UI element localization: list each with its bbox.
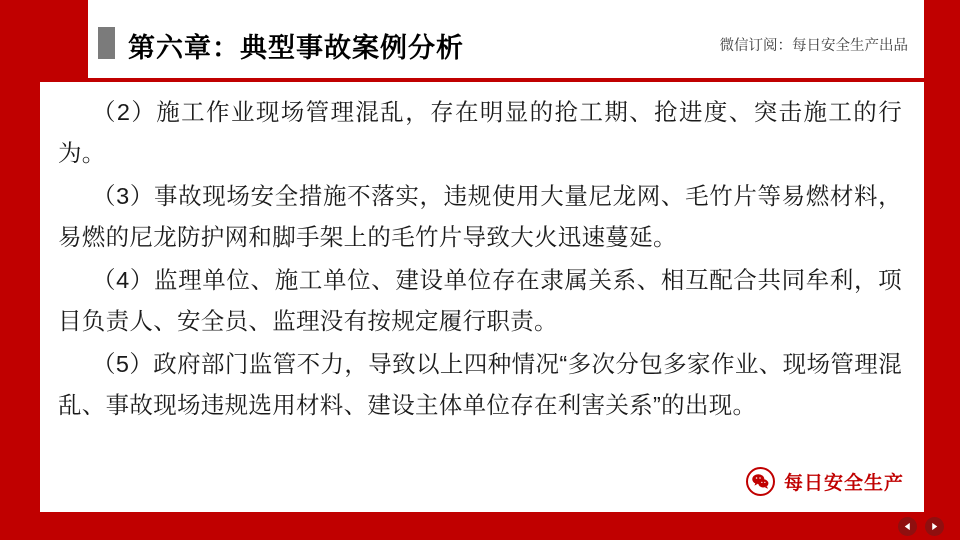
prev-arrow-icon[interactable] (898, 517, 917, 536)
next-arrow-icon[interactable] (925, 517, 944, 536)
rectangle-marker-icon (98, 27, 115, 59)
right-red-rail (924, 82, 960, 540)
header-underline (88, 78, 924, 82)
header-subscription-note: 微信订阅：每日安全生产出品 (719, 38, 908, 54)
body-paragraph: （4）监理单位、施工单位、建设单位存在隶属关系、相互配合共同牟利，项目负责人、安全员、监理没有按规定履行职责。 (58, 267, 902, 334)
header-right-red-block (924, 0, 960, 82)
page-title: 第六章：典型事故案例分析 (128, 33, 464, 63)
body-paragraph: （2）施工作业现场管理混乱，存在明显的抢工期、抢进度、突击施工的行为。 (58, 99, 902, 166)
wechat-icon (746, 467, 775, 496)
header-left-red-block (0, 0, 88, 82)
watermark (746, 467, 904, 496)
body-paragraph: （3）事故现场安全措施不落实，违规使用大量尼龙网、毛竹片等易燃材料，易燃的尼龙防护网和脚手架上的毛竹片导致大火迅速蔓延。 (58, 183, 902, 250)
left-red-rail (0, 82, 40, 540)
bottom-red-band (0, 512, 960, 540)
body-paragraph: （5）政府部门监管不力，导致以上四种情况“多次分包多家作业、现场管理混乱、事故现场违规选用材料、建设主体单位存在利害关系”的出现。 (58, 351, 902, 418)
slide-navigation (898, 517, 944, 536)
watermark-label: 每日安全生产 (783, 473, 904, 494)
body-content (48, 92, 912, 464)
